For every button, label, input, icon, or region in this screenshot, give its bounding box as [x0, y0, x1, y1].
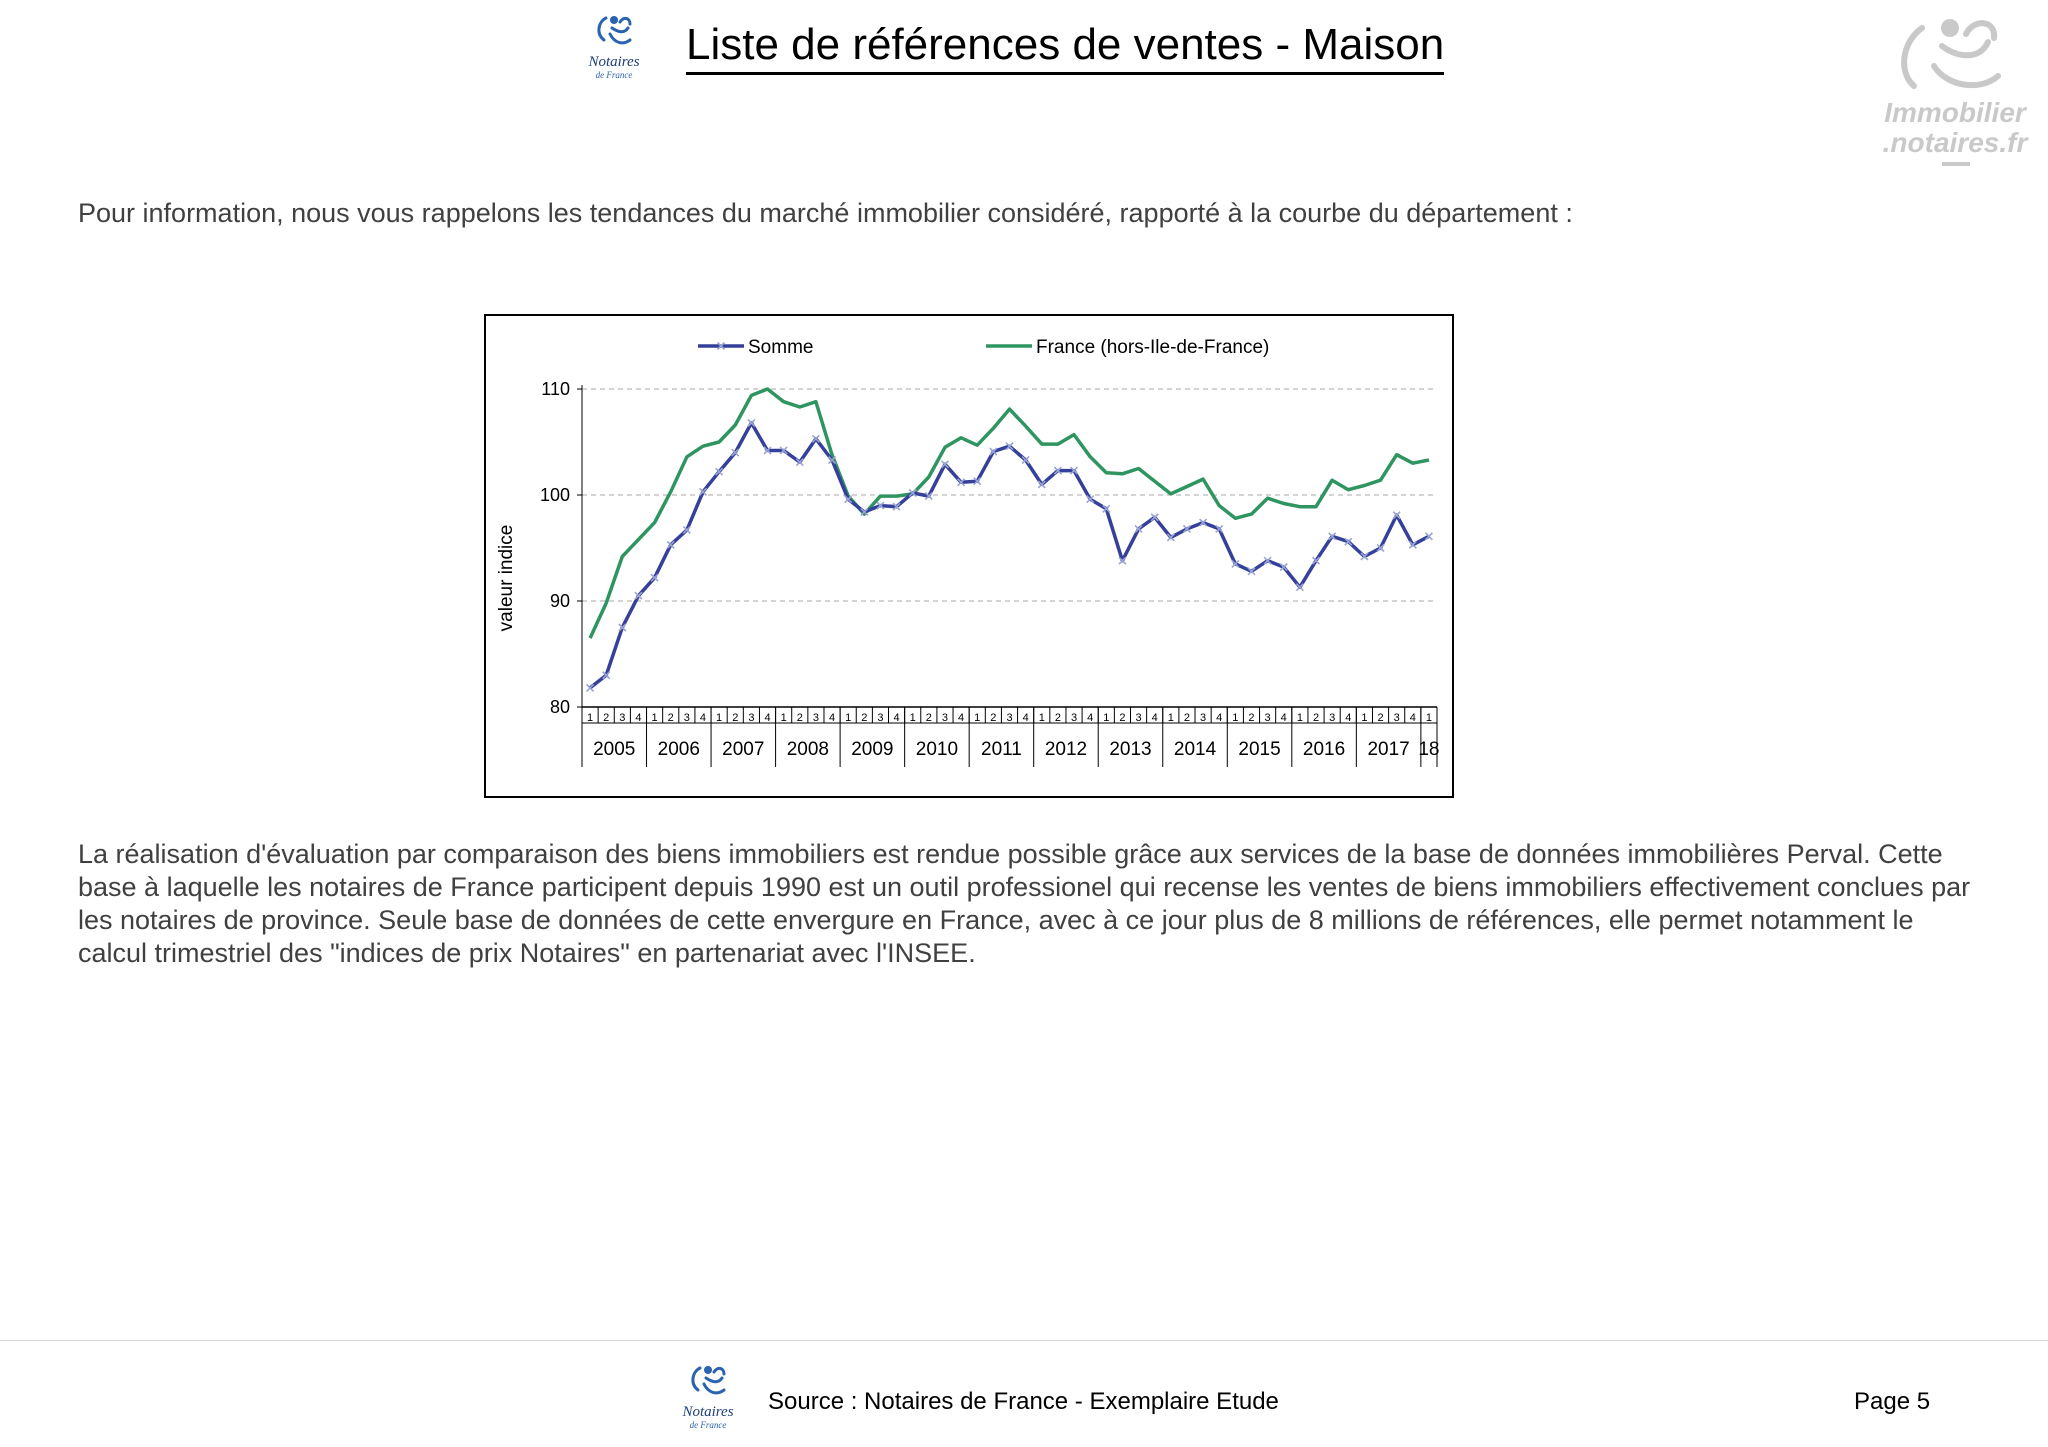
- x-quarter-label: 1: [1425, 712, 1432, 724]
- x-quarter-label: 1: [587, 712, 594, 724]
- y-tick-label: 90: [549, 591, 570, 611]
- y-tick-label: 110: [541, 379, 570, 399]
- x-quarter-label: 3: [877, 712, 884, 724]
- x-quarter-label: 1: [1038, 712, 1045, 724]
- y-tick-label: 100: [539, 485, 570, 505]
- intro-text: Pour information, nous vous rappelons les tendances du marché immobilier considéré, rapporté à la courbe du département :: [78, 198, 1573, 228]
- page-title: Liste de références de ventes - Maison: [686, 20, 1444, 75]
- x-quarter-label: 2: [1119, 712, 1126, 724]
- x-year-label: 2006: [657, 739, 700, 760]
- x-quarter-label: 4: [828, 712, 836, 724]
- perval-description: La réalisation d'évaluation par comparaison des biens immobiliers est rendue possible grâce aux services de la base de données immobilières Perval. Cette base à laquelle les notaires de France participent depuis 1990 est un outil professionel qui recense les ventes de biens immobiliers effectivement conclues par les notaires de province. Seule base de données de cette envergure en France, avec à ce jour plus de 8 millions de références, elle permet notamment le calcul trimestriel des "indices de prix Notaires" en partenariat avec l'INSEE.: [78, 839, 1971, 968]
- x-quarter-label: 1: [845, 712, 852, 724]
- x-quarter-label: 3: [1070, 712, 1078, 724]
- x-quarter-label: 2: [1312, 712, 1320, 724]
- x-year-label: 2010: [915, 739, 959, 760]
- footer-logo-subtext: de France: [689, 1420, 727, 1430]
- x-quarter-label: 4: [893, 712, 900, 724]
- x-quarter-label: 1: [716, 712, 723, 724]
- x-quarter-label: 2: [925, 712, 932, 724]
- footer-notaires-logo: [668, 1360, 748, 1436]
- x-quarter-label: 3: [748, 712, 755, 724]
- x-quarter-label: 3: [941, 712, 949, 724]
- x-year-label: 2007: [722, 739, 765, 760]
- brand-text-line1: Immobilier: [1884, 97, 2026, 128]
- x-quarter-label: 4: [958, 712, 965, 724]
- footer-logo-text: Notaires: [682, 1404, 734, 1420]
- x-quarter-label: 3: [1393, 712, 1400, 724]
- y-axis-label: valeur indice: [496, 524, 517, 632]
- x-quarter-label: 4: [1345, 712, 1352, 724]
- x-quarter-label: 2: [732, 712, 739, 724]
- x-quarter-label: 4: [699, 712, 707, 724]
- logo-top-subtext: de France: [595, 70, 633, 80]
- x-quarter-label: 4: [1087, 712, 1094, 724]
- brand-figure-icon: [1904, 19, 1998, 86]
- x-quarter-label: 3: [1264, 712, 1271, 724]
- x-year-label: 2014: [1173, 739, 1217, 760]
- x-year-label: 2009: [851, 739, 894, 760]
- x-year-label: 2008: [786, 739, 829, 760]
- footer-source: Source : Notaires de France - Exemplaire Etude: [768, 1388, 1279, 1415]
- x-quarter-label: 2: [603, 712, 610, 724]
- brand-text-line2: .notaires.fr: [1882, 127, 2028, 158]
- x-quarter-label: 3: [1329, 712, 1336, 724]
- page-number: Page 5: [1854, 1388, 1931, 1415]
- x-quarter-label: 4: [1409, 712, 1416, 724]
- x-quarter-label: 2: [1054, 712, 1061, 724]
- x-year-label: 2016: [1302, 739, 1346, 760]
- x-quarter-label: 4: [635, 712, 642, 724]
- x-quarter-label: 2: [796, 712, 803, 724]
- x-quarter-label: 3: [1006, 712, 1013, 724]
- immobilier-notaires-logo: [1870, 6, 2040, 176]
- x-year-label: 18: [1418, 739, 1440, 760]
- x-quarter-label: 3: [683, 712, 690, 724]
- x-year-label: 2011: [981, 739, 1022, 760]
- footer-notaires-figure-icon: [693, 1366, 724, 1393]
- x-quarter-label: 2: [667, 712, 674, 724]
- x-quarter-label: 1: [1167, 712, 1174, 724]
- legend-somme-label: Somme: [748, 337, 814, 358]
- x-quarter-label: 2: [1183, 712, 1191, 724]
- x-quarter-label: 4: [1022, 712, 1029, 724]
- x-quarter-label: 1: [651, 712, 658, 724]
- series-line-somme: [590, 423, 1429, 688]
- x-quarter-label: 1: [1296, 712, 1303, 724]
- logo-top-text: Notaires: [588, 54, 640, 70]
- price-index-chart-svg: [486, 316, 1452, 796]
- x-quarter-label: 1: [974, 712, 981, 724]
- notaires-figure-icon: [599, 16, 630, 43]
- x-quarter-label: 4: [1280, 712, 1287, 724]
- x-quarter-label: 1: [1361, 712, 1368, 724]
- x-quarter-label: 2: [1248, 712, 1255, 724]
- x-year-label: 2005: [593, 739, 636, 760]
- x-year-label: 2017: [1367, 739, 1410, 760]
- x-year-label: 2012: [1044, 739, 1088, 760]
- x-quarter-label: 3: [1135, 712, 1142, 724]
- x-year-label: 2013: [1109, 739, 1152, 760]
- x-quarter-label: 2: [861, 712, 868, 724]
- x-quarter-label: 1: [909, 712, 916, 724]
- x-quarter-label: 4: [1216, 712, 1223, 724]
- price-index-chart: [484, 314, 1454, 798]
- x-quarter-label: 1: [780, 712, 787, 724]
- notaires-de-france-logo: [574, 10, 654, 84]
- footer-divider: [0, 1340, 2048, 1341]
- x-quarter-label: 1: [1232, 712, 1239, 724]
- x-quarter-label: 1: [1103, 712, 1110, 724]
- x-quarter-label: 3: [619, 712, 626, 724]
- x-quarter-label: 4: [764, 712, 771, 724]
- y-tick-label: 80: [549, 697, 570, 717]
- x-quarter-label: 3: [1200, 712, 1207, 724]
- legend-somme: [698, 337, 813, 358]
- legend-france-label: France (hors-Ile-de-France): [1036, 337, 1270, 358]
- x-year-label: 2015: [1238, 739, 1281, 760]
- legend-france: [986, 337, 1269, 358]
- x-quarter-label: 2: [990, 712, 997, 724]
- x-quarter-label: 2: [1377, 712, 1384, 724]
- x-quarter-label: 4: [1151, 712, 1158, 724]
- x-quarter-label: 3: [812, 712, 819, 724]
